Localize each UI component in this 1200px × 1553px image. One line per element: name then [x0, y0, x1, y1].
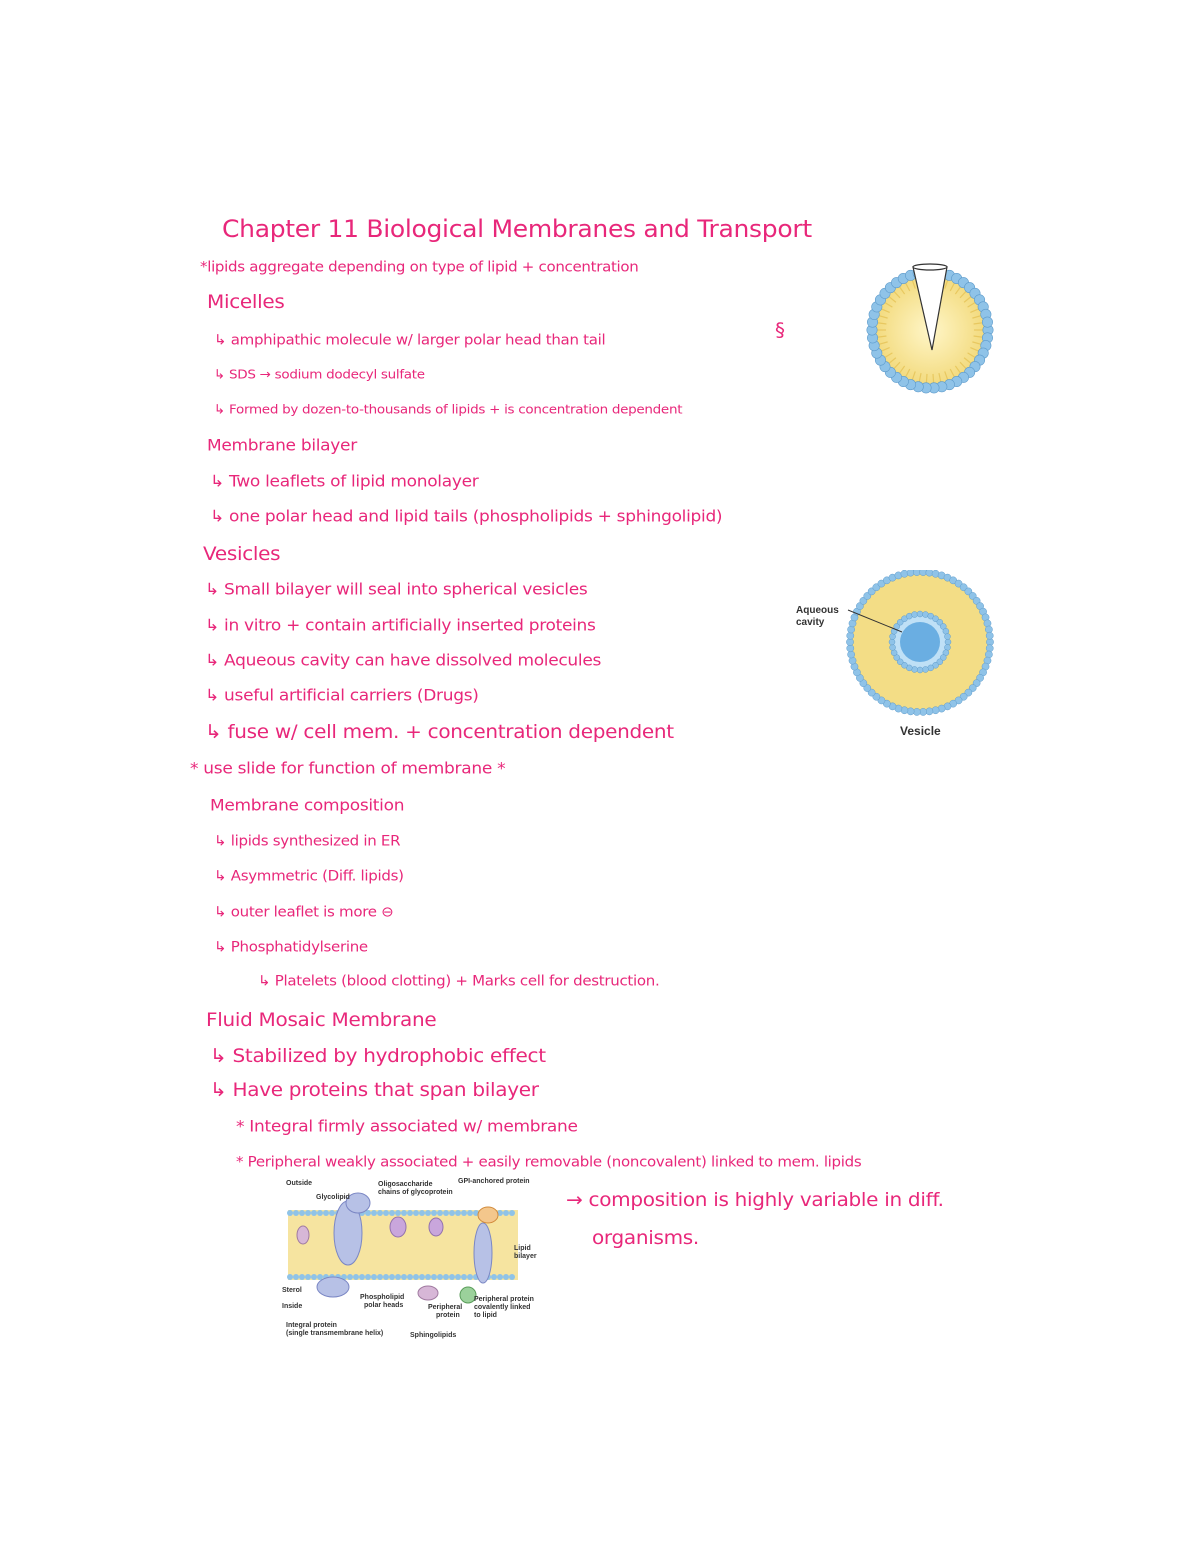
cavity-label: cavity [796, 617, 825, 628]
label-phospholipid: Phospholipid [360, 1294, 405, 1301]
micelle-figure [855, 255, 1005, 395]
note-line: ↳ Platelets (blood clotting) + Marks cell for destruction. [258, 972, 660, 990]
section-mark: § [775, 318, 785, 341]
note-line: ↳ one polar head and lipid tails (phospholipids + sphingolipid) [210, 507, 723, 526]
label-lipid-bilayer: bilayer [514, 1253, 537, 1260]
label-oligosaccharide: Oligosaccharide [378, 1181, 433, 1188]
membrane-figure [278, 1175, 558, 1345]
heading-vesicles: Vesicles [203, 542, 281, 565]
label-covalent: covalently linked [474, 1304, 531, 1311]
note-line: ↳ Small bilayer will seal into spherical vesicles [205, 580, 588, 599]
gpi-anchored-protein [478, 1207, 498, 1223]
chapter-title: Chapter 11 Biological Membranes and Transport [222, 215, 812, 243]
note-line: organisms. [592, 1226, 699, 1249]
note-line: ↳ Formed by dozen-to-thousands of lipids + is concentration dependent [214, 402, 683, 418]
note-line: ↳ Asymmetric (Diff. lipids) [214, 867, 404, 885]
note-line: ↳ Two leaflets of lipid monolayer [210, 472, 479, 491]
label-phospholipid: polar heads [364, 1302, 404, 1309]
note-line: * Integral firmly associated w/ membrane [236, 1117, 578, 1136]
label-sphingolipids: Sphingolipids [410, 1332, 457, 1339]
peripheral-protein [418, 1286, 438, 1300]
label-integral: (single transmembrane helix) [286, 1330, 384, 1337]
note-line: ↳ amphipathic molecule w/ larger polar head than tail [214, 331, 606, 349]
note-line: * Peripheral weakly associated + easily removable (noncovalent) linked to mem. lipids [236, 1153, 862, 1171]
note-line: ↳ Have proteins that span bilayer [210, 1078, 539, 1101]
heading-micelles: Micelles [207, 290, 285, 313]
note-line: ↳ Aqueous cavity can have dissolved molecules [205, 651, 602, 670]
heading-membrane-composition: Membrane composition [210, 796, 405, 815]
label-covalent: to lipid [474, 1312, 497, 1319]
heading-membrane-bilayer: Membrane bilayer [207, 436, 357, 455]
label-integral: Integral protein [286, 1322, 337, 1329]
label-gpi: GPI-anchored protein [458, 1178, 530, 1185]
label-oligosaccharide: chains of glycoprotein [378, 1189, 453, 1196]
note-line: → composition is highly variable in diff. [566, 1188, 944, 1211]
vesicle-figure [790, 570, 1005, 745]
label-peripheral: protein [436, 1312, 460, 1319]
note-line: ↳ useful artificial carriers (Drugs) [205, 686, 479, 705]
vesicle-caption: Vesicle [900, 724, 941, 738]
note-line: *lipids aggregate depending on type of lipid + concentration [200, 258, 639, 276]
note-line: ↳ SDS → sodium dodecyl sulfate [214, 367, 425, 383]
note-line: ↳ fuse w/ cell mem. + concentration dependent [205, 720, 674, 743]
note-line: ↳ in vitro + contain artificially inserted proteins [205, 616, 596, 635]
label-outside: Outside [286, 1180, 313, 1187]
note-line: ↳ outer leaflet is more ⊖ [214, 903, 394, 921]
heading-fluid-mosaic: Fluid Mosaic Membrane [206, 1008, 437, 1031]
label-inside: Inside [282, 1303, 303, 1310]
label-sterol: Sterol [282, 1287, 302, 1294]
note-line: ↳ Stabilized by hydrophobic effect [210, 1044, 546, 1067]
note-line: ↳ lipids synthesized in ER [214, 832, 401, 850]
label-glycolipid: Glycolipid [316, 1194, 350, 1201]
label-covalent: Peripheral protein [474, 1296, 534, 1303]
note-line: * use slide for function of membrane * [190, 759, 506, 778]
glycoprotein [390, 1217, 406, 1237]
note-line: ↳ Phosphatidylserine [214, 938, 368, 956]
label-peripheral: Peripheral [428, 1304, 463, 1311]
cavity-label: Aqueous [796, 605, 839, 616]
label-lipid-bilayer: Lipid [514, 1245, 531, 1252]
